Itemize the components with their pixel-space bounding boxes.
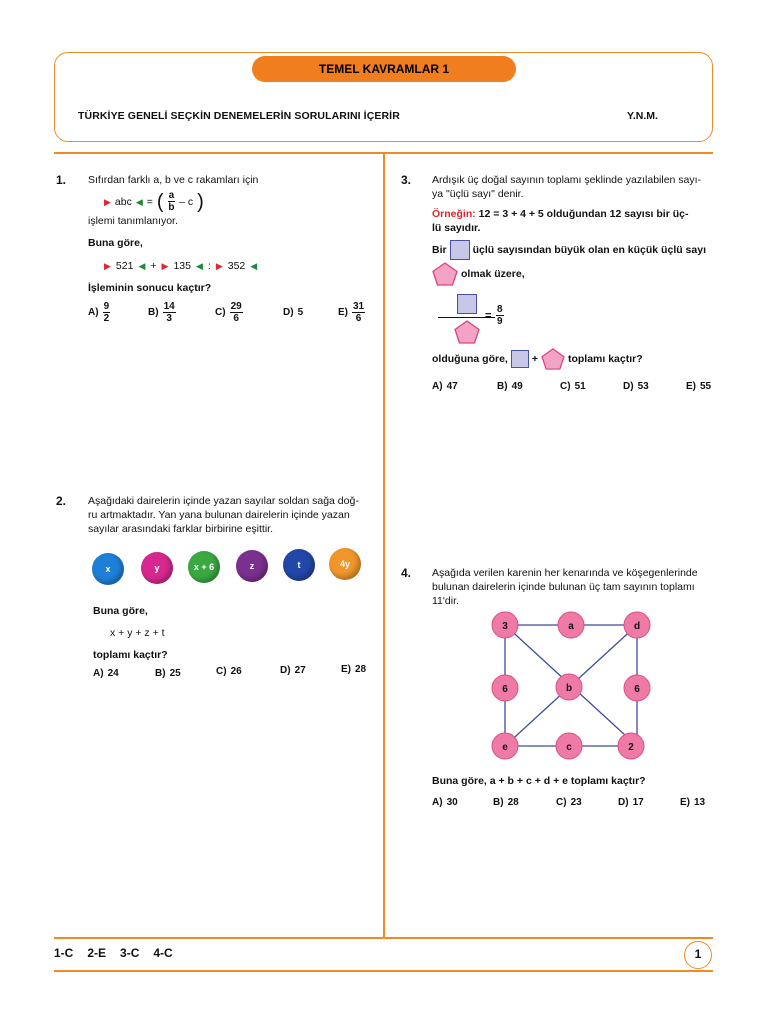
node-mid-right (624, 675, 650, 701)
q1-def-eq: = (146, 195, 153, 208)
node-top-right (624, 612, 650, 638)
open-paren: ( (156, 190, 164, 213)
q4-number: 4. (401, 566, 412, 580)
q4-options (432, 797, 712, 813)
pentagon-icon (454, 320, 480, 344)
q1-option-b[interactable]: B) $\frac{14}{3}$ (148, 301, 175, 324)
q2-line3: sayılar arasındaki farklar birbirine eşittir. (88, 523, 273, 535)
q1-option-a[interactable]: A) $\frac{9}{2}$ (88, 301, 110, 324)
q1-def-fraction: $\frac{a}{b}$ (168, 190, 175, 213)
q1-question: İşleminin sonucu kaçtır? (88, 282, 212, 294)
q2-circle-x-plus-6: x + 6 (188, 551, 220, 583)
svg-text:a: a (568, 621, 574, 632)
q2-expression: x + y + z + t (110, 627, 165, 639)
q2-option-b[interactable]: B) 25 (155, 668, 181, 679)
q3-example-label: Örneğin: (432, 208, 476, 220)
pentagon-icon (432, 262, 458, 286)
q3-option-c[interactable]: C) 51 (560, 381, 586, 392)
node-bottom-left (492, 733, 518, 759)
svg-text:d: d (633, 621, 641, 632)
q2-buna-gore: Buna göre, (93, 605, 148, 617)
q2-line1: Aşağıdaki dairelerin içinde yazan sayılar soldan sağa doğ- (88, 495, 359, 507)
q3-line5: olduğuna göre, + toplamı kaçtır? (432, 348, 643, 370)
q3-option-b[interactable]: B) 49 (497, 381, 523, 392)
page-title: TEMEL KAVRAMLAR 1 (252, 56, 516, 82)
q3-example (432, 207, 688, 221)
q4-option-d[interactable]: D) 17 (618, 797, 644, 808)
svg-text:3: 3 (502, 621, 508, 632)
q3-number: 3. (401, 173, 412, 187)
q4-option-b[interactable]: B) 28 (493, 797, 519, 808)
svg-text:2: 2 (628, 742, 634, 753)
answer-2: 2-E (87, 946, 107, 960)
q1-definition (104, 190, 204, 213)
q1-line2: işlemi tanımlanıyor. (88, 215, 178, 227)
column-divider (383, 152, 385, 938)
q1-option-d[interactable]: D) 5 (283, 307, 304, 318)
q3-options (432, 381, 712, 397)
q1-buna-gore: Buna göre, (88, 237, 143, 249)
q1-expression: ▶ 521 ◀ + ▶ 135 ◀ : ▶ 352 ◀ (104, 260, 258, 272)
red-triangle-icon: ▶ (104, 196, 111, 207)
close-paren: ) (197, 190, 204, 213)
answer-3: 3-C (120, 946, 140, 960)
q3-ratio (438, 292, 528, 344)
q3-eq: = (485, 310, 492, 322)
q2-option-a[interactable]: A) 24 (93, 668, 119, 679)
q4-square-diagram (480, 610, 660, 770)
q1-options (88, 301, 378, 329)
q1-number: 1. (56, 173, 67, 187)
svg-text:c: c (566, 742, 572, 753)
q1-option-c[interactable]: C) $\frac{29}{6}$ (215, 301, 242, 324)
q3-ratio-fraction: $\frac{8}{9}$ (497, 304, 503, 327)
q2-option-c[interactable]: C) 26 (216, 666, 242, 677)
q1-line1: Sıfırdan farklı a, b ve c rakamları için (88, 174, 259, 186)
footer-divider (54, 970, 713, 972)
green-triangle-icon: ◀ (138, 261, 146, 271)
node-top-left (492, 612, 518, 638)
q2-option-d[interactable]: D) 27 (280, 665, 306, 676)
bottom-divider (54, 937, 713, 939)
green-triangle-icon: ◀ (195, 261, 203, 271)
red-triangle-icon: ▶ (104, 261, 111, 271)
q4-option-e[interactable]: E) 13 (680, 797, 706, 808)
pentagon-icon (541, 348, 565, 370)
node-center (556, 674, 582, 700)
q3-example-text: 12 = 3 + 4 + 5 olduğundan 12 sayısı bir üç- (478, 208, 689, 220)
square-icon (511, 350, 529, 368)
page-subtitle: TÜRKİYE GENELİ SEÇKİN DENEMELERİN SORULARINI İÇERİR (78, 110, 400, 122)
q1-def-left: abc (114, 195, 132, 208)
svg-text:e: e (502, 742, 508, 753)
square-icon (457, 294, 477, 314)
svg-text:b: b (565, 683, 573, 694)
q2-circle-y: y (141, 552, 173, 584)
q3-line1: Ardışık üç doğal sayının toplamı şeklinde yazılabilen sayı- (432, 174, 702, 186)
q2-number: 2. (56, 494, 67, 508)
answer-4: 4-C (153, 946, 173, 960)
q2-options (93, 666, 373, 682)
q3-line4: olmak üzere, (432, 262, 525, 286)
q1-option-e[interactable]: E) $\frac{31}{6}$ (338, 301, 365, 324)
q4-line2: bulunan dairelerin içinde bulunan üç tam sayının toplamı (432, 581, 695, 593)
node-top-mid (558, 612, 584, 638)
answer-key (54, 946, 173, 960)
red-triangle-icon: ▶ (215, 261, 223, 271)
q3-example-text2: lü sayıdır. (432, 222, 481, 234)
q4-option-a[interactable]: A) 30 (432, 797, 458, 808)
q2-line2: ru artmaktadır. Yan yana bulunan dairelerin içinde yazan (88, 509, 350, 521)
q3-option-a[interactable]: A) 47 (432, 381, 458, 392)
q3-option-e[interactable]: E) 55 (686, 381, 712, 392)
green-triangle-icon: ◀ (250, 261, 258, 271)
square-icon (450, 240, 470, 260)
q4-question: Buna göre, a + b + c + d + e toplamı kaçtır? (432, 775, 646, 787)
svg-text:6: 6 (502, 684, 508, 695)
node-bottom-mid (556, 733, 582, 759)
q2-option-e[interactable]: E) 28 (341, 664, 367, 675)
author-initials: Y.N.M. (627, 110, 658, 122)
q4-line3: 11'dir. (432, 595, 459, 607)
q4-option-c[interactable]: C) 23 (556, 797, 582, 808)
green-triangle-icon: ◀ (135, 196, 143, 207)
node-bottom-right (618, 733, 644, 759)
q1-def-minus: – c (179, 195, 194, 208)
q2-circle-t: t (283, 549, 315, 581)
answer-1: 1-C (54, 946, 74, 960)
q2-question: toplamı kaçtır? (93, 649, 168, 661)
q2-circle-x: x (92, 553, 124, 585)
q4-line1: Aşağıda verilen karenin her kenarında ve köşegenlerinde (432, 567, 698, 579)
node-mid-left (492, 675, 518, 701)
q2-circle-4y: 4y (329, 548, 361, 580)
q3-line3: Bir üçlü sayısından büyük olan en küçük üçlü sayı (432, 240, 706, 260)
q2-circle-z: z (236, 550, 268, 582)
red-triangle-icon: ▶ (161, 261, 169, 271)
q3-line2: ya "üçlü sayı" denir. (432, 188, 524, 200)
q3-option-d[interactable]: D) 53 (623, 381, 649, 392)
page-number: 1 (684, 941, 712, 969)
svg-text:6: 6 (634, 684, 640, 695)
